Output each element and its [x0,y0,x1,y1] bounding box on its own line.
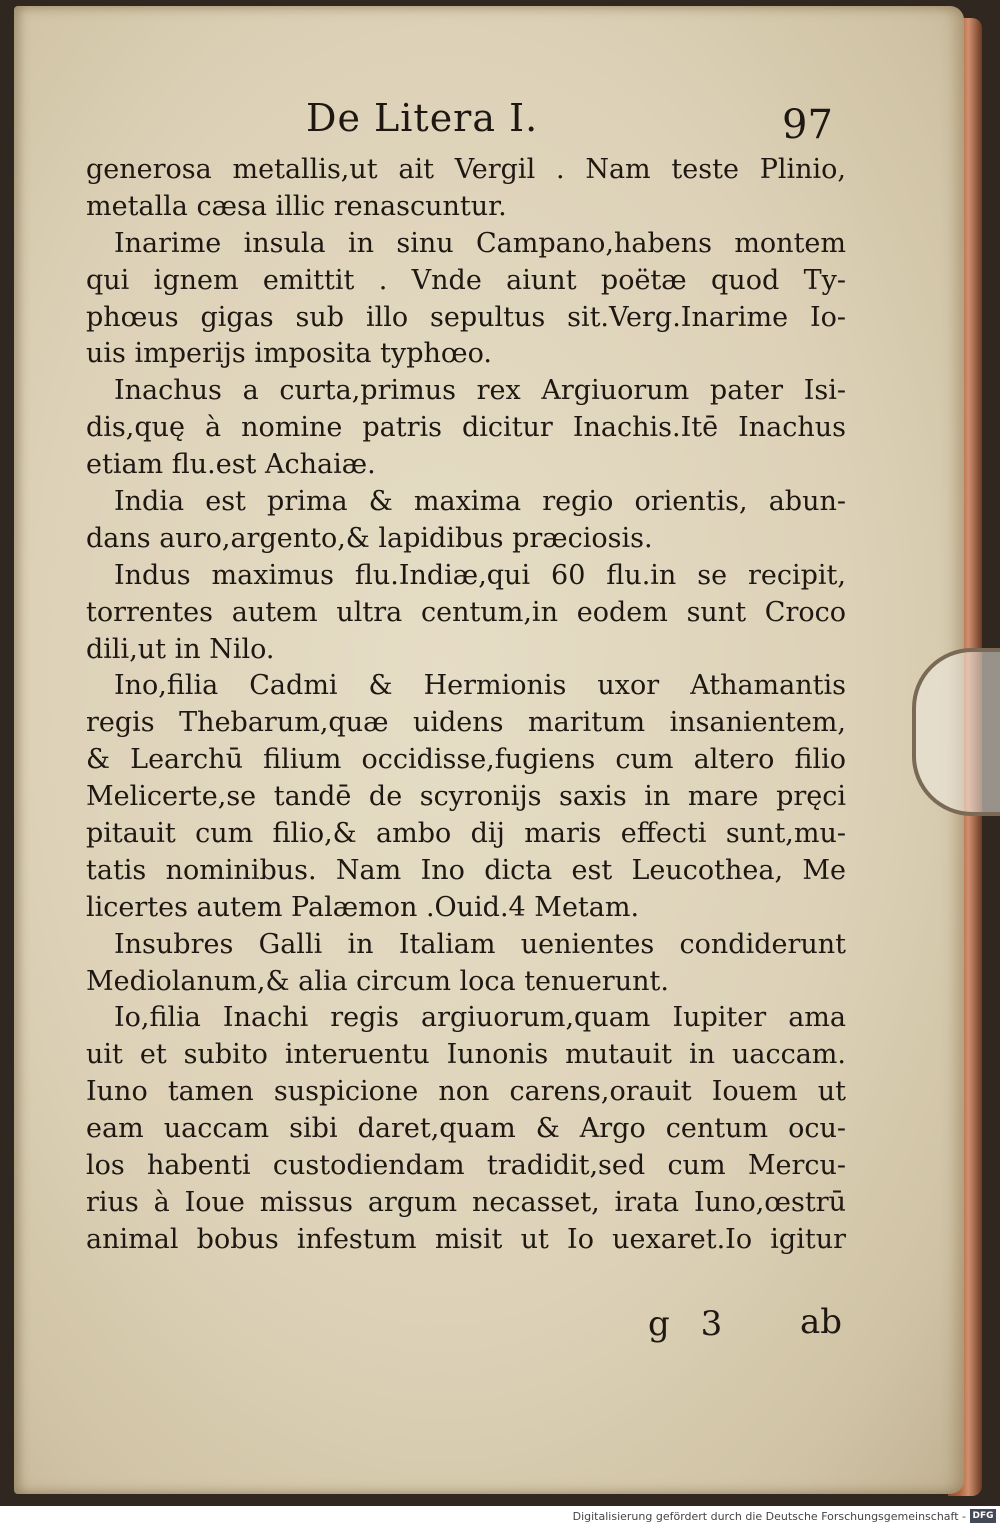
text-line: rius à Ioue missus argum necasset, irata Iuno,œstrū [86,1186,846,1218]
text-line: Inarime insula in sinu Campano,habens montem [114,227,846,259]
text-line: etiam flu.est Achaiæ. [86,449,376,481]
signature-mark: g 3 [648,1304,733,1344]
text-line: Mediolanum,& alia circum loca tenuerunt. [86,965,669,997]
text-line: Melicerte,se tandē de scyronijs saxis in mare pręci [86,781,846,813]
text-line: Ino,filia Cadmi & Hermionis uxor Athamantis [114,670,846,702]
text-line: Iuno tamen suspicione non carens,orauit Iouem ut [86,1076,846,1108]
text-line: regis Thebarum,quæ uidens maritum insanientem, [86,707,846,739]
text-line: dans auro,argento,& lapidibus præciosis. [86,522,653,554]
text-line: qui ignem emittit . Vnde aiunt poëtæ quod Ty- [86,264,846,296]
text-line: uis imperijs imposita typhœo. [86,338,492,370]
text-line: metalla cæsa illic renascuntur. [86,190,507,222]
text-line: Io,filia Inachi regis argiuorum,quam Iupiter ama [114,1002,846,1034]
text-block [86,152,846,1259]
page-number: 97 [782,102,833,148]
text-line: los habenti custodiendam tradidit,sed cum Mercu- [86,1150,846,1182]
running-head: De Litera I. [306,96,539,140]
text-line: pitauit cum filio,& ambo dij maris effecti sunt,mu- [86,818,846,850]
text-line: Indus maximus flu.Indiæ,qui 60 flu.in se recipit, [114,559,846,591]
text-line: tatis nominibus. Nam Ino dicta est Leucothea, Me [86,854,846,886]
text-line: licertes autem Palæmon .Ouid.4 Metam. [86,891,640,923]
dfg-logo: DFG [970,1509,996,1523]
text-line: torrentes autem ultra centum,in eodem sunt Croco [86,596,846,628]
text-line: phœus gigas sub illo sepultus sit.Verg.Inarime Io- [86,301,846,333]
page-bottom-marks [0,1300,1000,1350]
page-header [0,92,1000,152]
text-line: India est prima & maxima regio orientis, abun- [114,486,846,518]
text-line: & Learchū filium occidisse,fugiens cum altero filio [86,744,846,776]
text-line: dis,quę à nomine patris dicitur Inachis.Itē Inachus [86,412,846,444]
footer-credit: Digitalisierung gefördert durch die Deutsche Forschungsgemeinschaft - [572,1510,966,1523]
text-line: Insubres Galli in Italiam uenientes condiderunt [114,928,846,960]
text-line: uit et subito interuentu Iunonis mutauit in uaccam. [86,1039,846,1071]
text-line: animal bobus infestum misit ut Io uexaret.Io igitur [86,1223,846,1255]
footer [0,1506,1000,1527]
page-clip [912,648,1000,816]
text-line: eam uaccam sibi daret,quam & Argo centum ocu- [86,1113,846,1145]
text-line: dili,ut in Nilo. [86,633,275,665]
catchword: ab [800,1302,843,1342]
text-line: generosa metallis,ut ait Vergil . Nam teste Plinio, [86,154,846,185]
text-line: Inachus a curta,primus rex Argiuorum pater Isi- [114,375,846,407]
